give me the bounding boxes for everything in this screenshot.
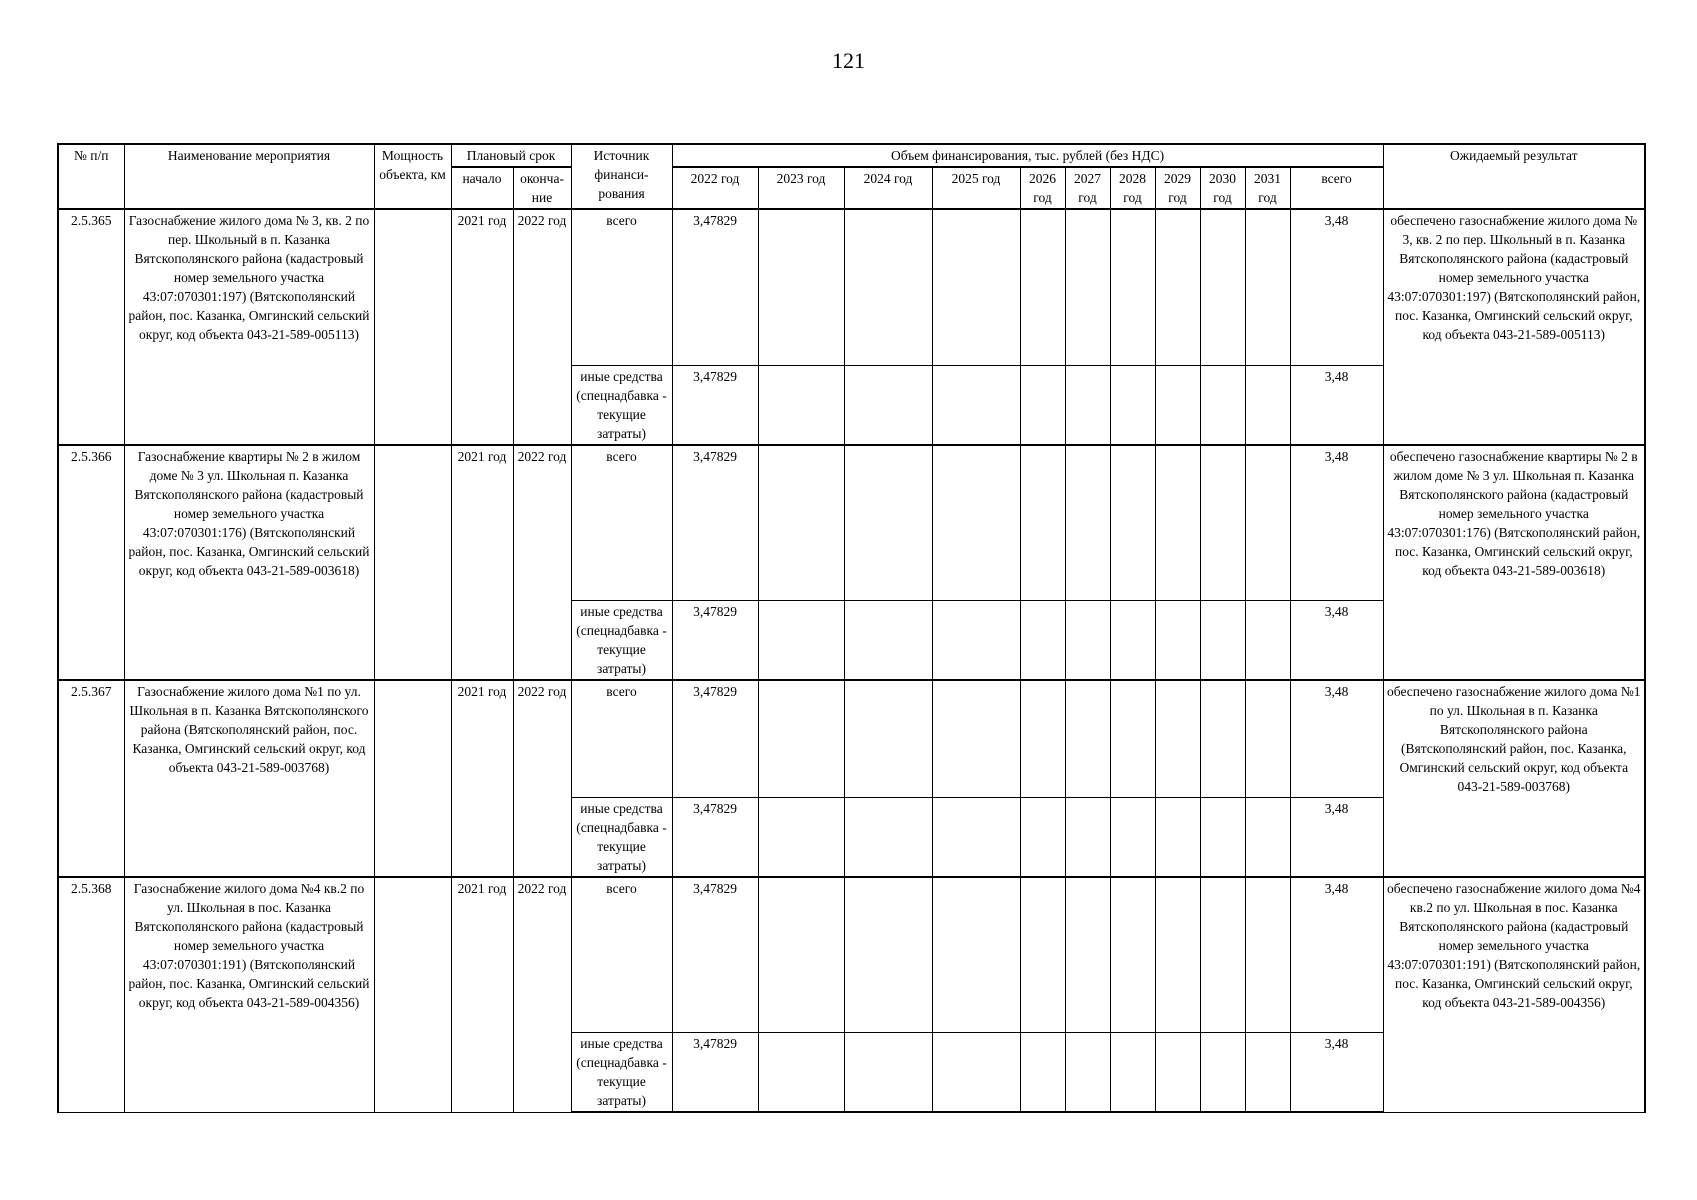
row-capacity — [374, 209, 451, 445]
row-source-total: всего — [571, 209, 672, 365]
row-end: 2022 год — [513, 680, 571, 877]
row-start: 2021 год — [451, 209, 513, 445]
row-start: 2021 год — [451, 680, 513, 877]
header-volume: Объем финансирования, тыс. рублей (без НДС) — [672, 144, 1383, 167]
table-row — [58, 209, 1645, 365]
header-name: Наименование мероприятия — [124, 144, 374, 209]
row-2022-other: 3,47829 — [672, 365, 758, 445]
header-year: 2031 год — [1245, 167, 1290, 209]
row-start: 2021 год — [451, 877, 513, 1113]
row-source-other: иные средства (спецнадбавка - текущие затраты) — [571, 365, 672, 445]
header-year: 2022 год — [672, 167, 758, 209]
row-sum-total: 3,48 — [1290, 877, 1383, 1033]
row-result: обеспечено газоснабжение квартиры № 2 в жилом доме № 3 ул. Школьная п. Казанка Вятскополянского района (кадастровый номер земельного участка 43:07:070301:176) (Вятскополянский район, пос. Казанка, Омгинский сельский округ, код объекта 043-21-589-003618) — [1383, 445, 1645, 681]
row-sum-total: 3,48 — [1290, 209, 1383, 365]
row-end: 2022 год — [513, 877, 571, 1113]
row-num: 2.5.368 — [58, 877, 124, 1113]
header-year: 2025 год — [932, 167, 1020, 209]
header-term: Плановый срок — [451, 144, 571, 167]
row-end: 2022 год — [513, 209, 571, 445]
header-total: всего — [1290, 167, 1383, 209]
row-sum-other: 3,48 — [1290, 365, 1383, 445]
header-source: Источник финанси-рования — [571, 144, 672, 209]
header-num: № п/п — [58, 144, 124, 209]
row-2022-total: 3,47829 — [672, 209, 758, 365]
row-end: 2022 год — [513, 445, 571, 681]
row-source-other: иные средства (спецнадбавка - текущие затраты) — [571, 797, 672, 877]
header-year: 2030 год — [1200, 167, 1245, 209]
row-2022-total: 3,47829 — [672, 680, 758, 797]
header-year: 2023 год — [758, 167, 844, 209]
header-capacity: Мощность объекта, км — [374, 144, 451, 209]
table-row — [58, 877, 1645, 1033]
row-capacity — [374, 445, 451, 681]
header-term-start: начало — [451, 167, 513, 209]
row-sum-total: 3,48 — [1290, 445, 1383, 601]
row-num: 2.5.365 — [58, 209, 124, 445]
row-capacity — [374, 877, 451, 1113]
header-year: 2029 год — [1155, 167, 1200, 209]
row-result: обеспечено газоснабжение жилого дома №1 по ул. Школьная в п. Казанка Вятскополянского района (Вятскополянский район, пос. Казанка, Омгинский сельский округ, код объекта 043-21-589-003768) — [1383, 680, 1645, 877]
header-result: Ожидаемый результат — [1383, 144, 1645, 209]
row-sum-total: 3,48 — [1290, 680, 1383, 797]
page-number: 121 — [832, 48, 865, 73]
row-result: обеспечено газоснабжение жилого дома № 3, кв. 2 по пер. Школьный в п. Казанка Вятскополянского района (кадастровый номер земельного участка 43:07:070301:197) (Вятскополянский район, пос. Казанка, Омгинский сельский округ, код объекта 043-21-589-005113) — [1383, 209, 1645, 445]
row-name: Газоснабжение жилого дома № 3, кв. 2 по пер. Школьный в п. Казанка Вятскополянского района (кадастровый номер земельного участка 43:07:070301:197) (Вятскополянский район, пос. Казанка, Омгинский сельский округ, код объекта 043-21-589-005113) — [124, 209, 374, 445]
header-year: 2024 год — [844, 167, 932, 209]
row-source-other: иные средства (спецнадбавка - текущие затраты) — [571, 601, 672, 681]
row-source-total: всего — [571, 445, 672, 601]
table-row — [58, 445, 1645, 601]
row-2022-other: 3,47829 — [672, 1033, 758, 1113]
row-2022-total: 3,47829 — [672, 445, 758, 601]
row-sum-other: 3,48 — [1290, 797, 1383, 877]
row-sum-other: 3,48 — [1290, 1033, 1383, 1113]
row-num: 2.5.367 — [58, 680, 124, 877]
row-name: Газоснабжение квартиры № 2 в жилом доме № 3 ул. Школьная п. Казанка Вятскополянского района (кадастровый номер земельного участка 43:07:070301:176) (Вятскополянский район, пос. Казанка, Омгинский сельский округ, код объекта 043-21-589-003618) — [124, 445, 374, 681]
row-source-total: всего — [571, 877, 672, 1033]
row-sum-other: 3,48 — [1290, 601, 1383, 681]
row-2022-total: 3,47829 — [672, 877, 758, 1033]
header-year: 2027 год — [1065, 167, 1110, 209]
row-2022-other: 3,47829 — [672, 797, 758, 877]
row-start: 2021 год — [451, 445, 513, 681]
row-num: 2.5.366 — [58, 445, 124, 681]
row-source-total: всего — [571, 680, 672, 797]
header-term-end: оконча-ние — [513, 167, 571, 209]
table-row — [58, 680, 1645, 797]
row-2022-other: 3,47829 — [672, 601, 758, 681]
header-year: 2028 год — [1110, 167, 1155, 209]
financing-table — [57, 143, 1646, 1113]
row-name: Газоснабжение жилого дома №1 по ул. Школьная в п. Казанка Вятскополянского района (Вятскополянский район, пос. Казанка, Омгинский сельский округ, код объекта 043-21-589-003768) — [124, 680, 374, 877]
header-year: 2026 год — [1020, 167, 1065, 209]
row-source-other: иные средства (спецнадбавка - текущие затраты) — [571, 1033, 672, 1113]
row-capacity — [374, 680, 451, 877]
row-name: Газоснабжение жилого дома №4 кв.2 по ул. Школьная в пос. Казанка Вятскополянского района (кадастровый номер земельного участка 43:07:070301:191) (Вятскополянский район, пос. Казанка, Омгинский сельский округ, код объекта 043-21-589-004356) — [124, 877, 374, 1113]
row-result: обеспечено газоснабжение жилого дома №4 кв.2 по ул. Школьная в пос. Казанка Вятскополянского района (кадастровый номер земельного участка 43:07:070301:191) (Вятскополянский район, пос. Казанка, Омгинский сельский округ, код объекта 043-21-589-004356) — [1383, 877, 1645, 1113]
table-header — [58, 144, 1645, 209]
